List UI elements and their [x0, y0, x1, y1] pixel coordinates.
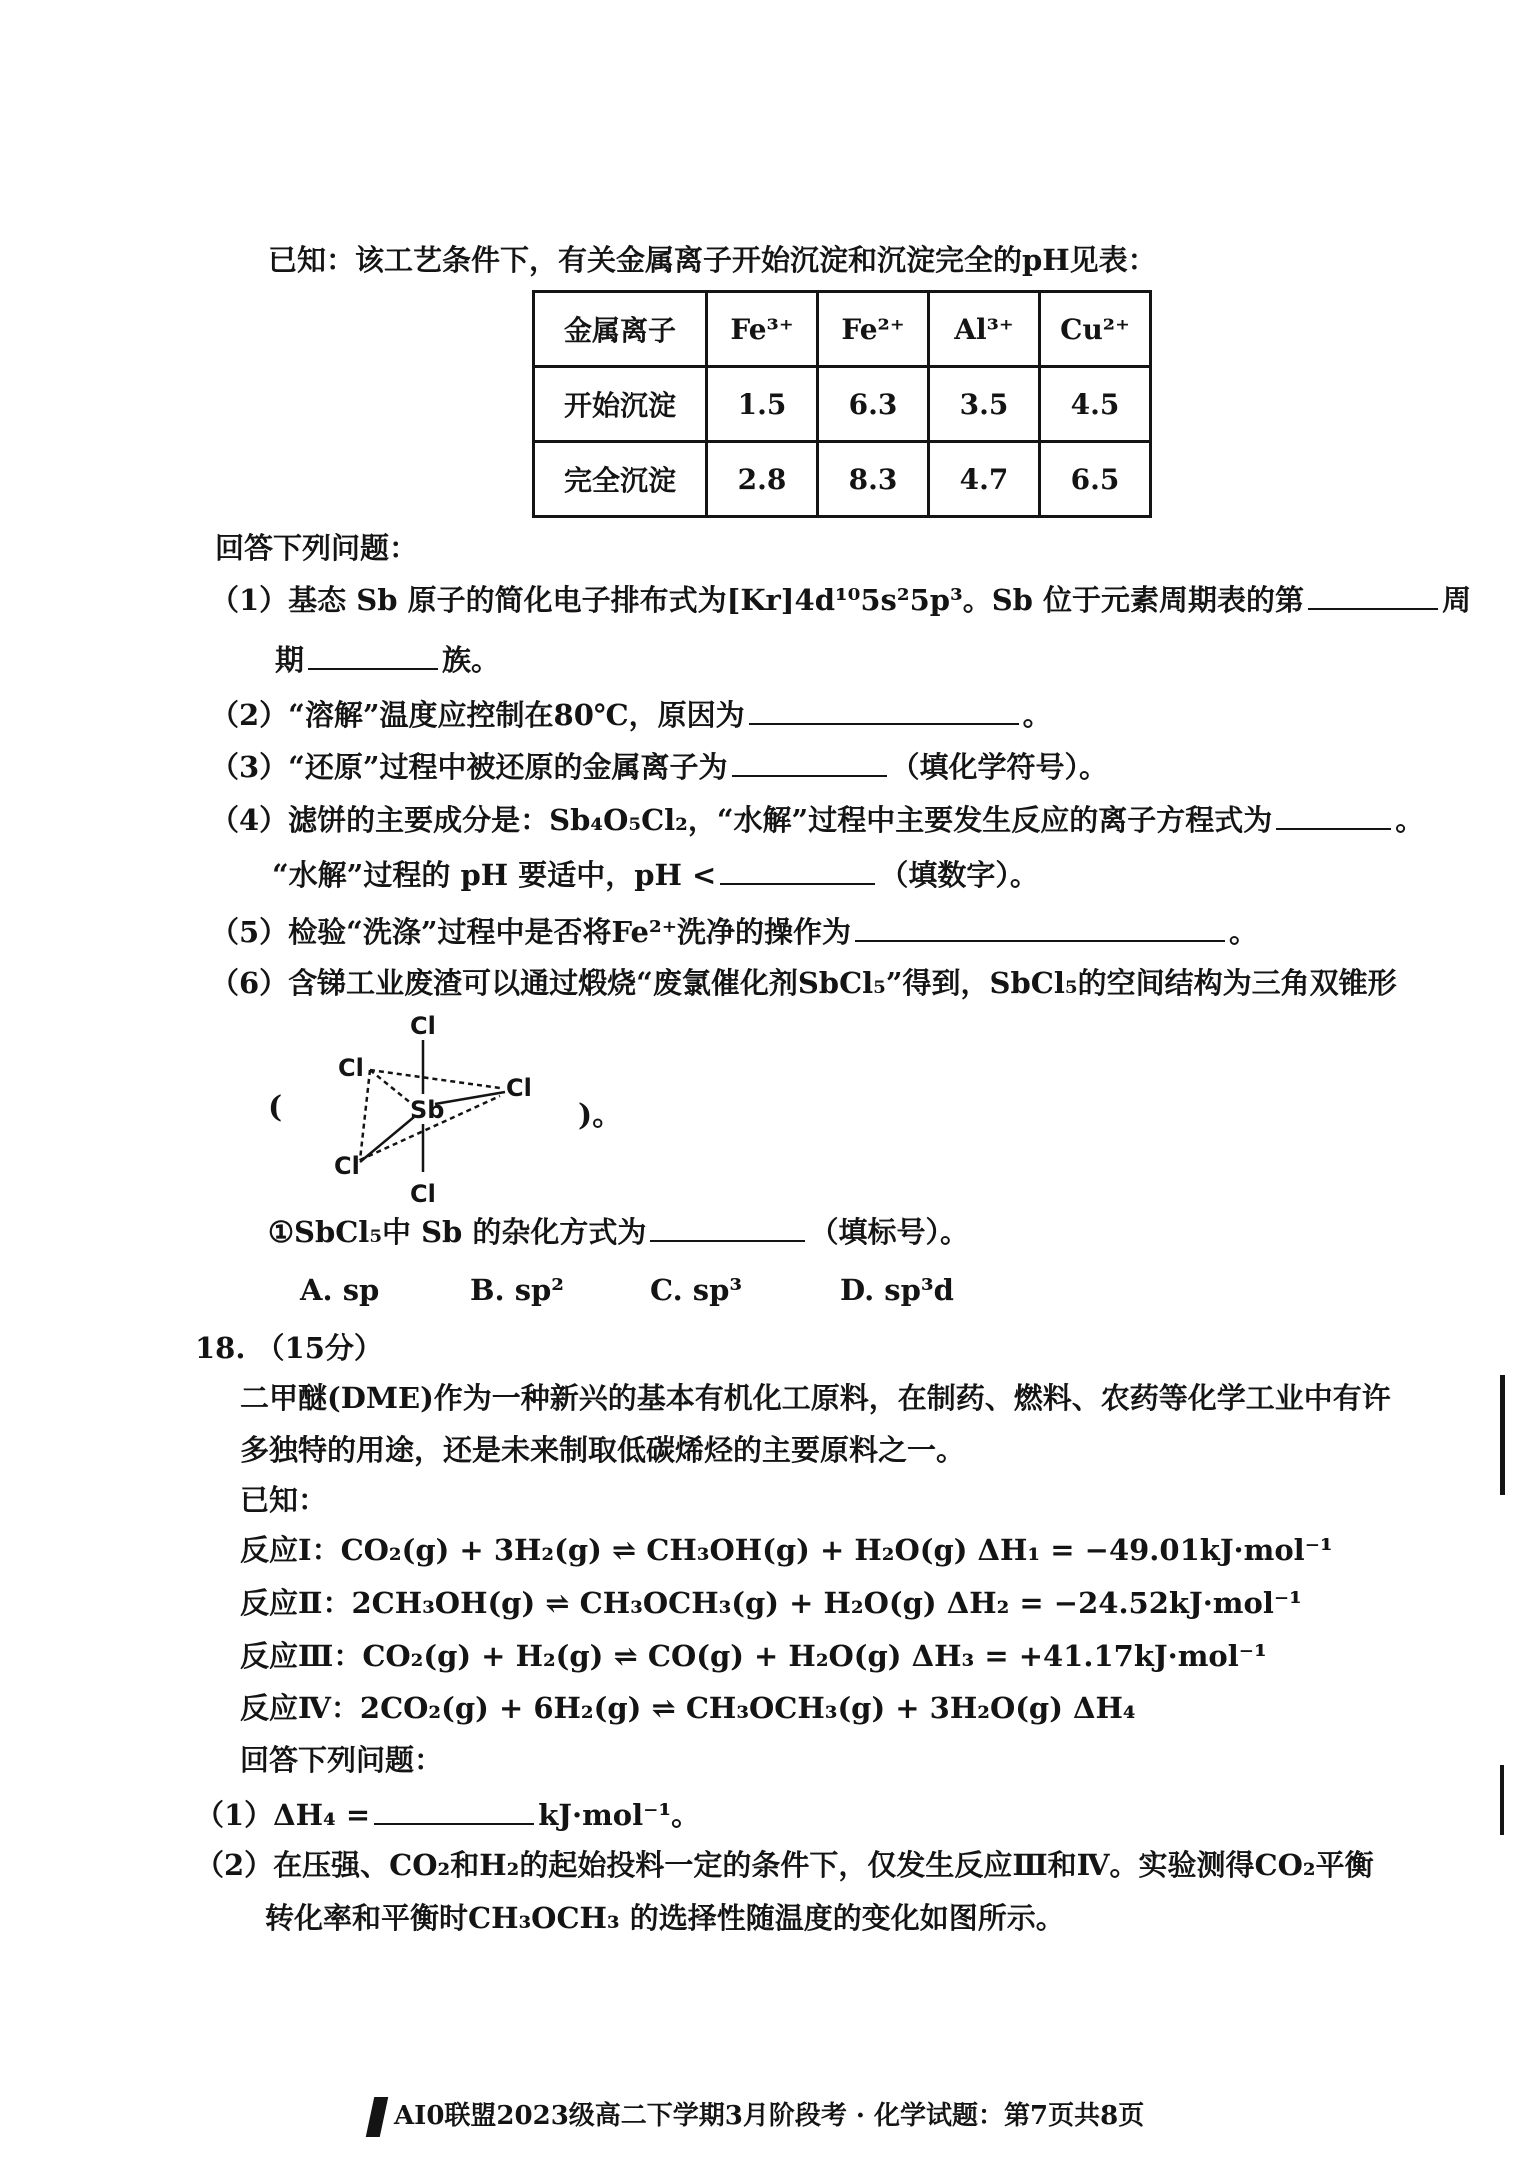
atom-cl-left-top: Cl: [338, 1054, 364, 1082]
q17-part5-text: （5）检验“洗涤”过程中是否将Fe²⁺洗净的操作为: [210, 915, 852, 949]
table-cell: 4.7: [929, 442, 1040, 517]
footer-text: AI0联盟2023级高二下学期3月阶段考 · 化学试题：第7页共8页: [394, 2101, 1145, 2131]
answer-blank[interactable]: [1308, 578, 1438, 610]
answer-blank[interactable]: [374, 1793, 534, 1825]
table-cell: 8.3: [818, 442, 929, 517]
q17-part4-line2-text: “水解”过程的 pH 要适中，pH <: [272, 858, 717, 892]
q17-part4-line1: [210, 798, 1424, 840]
table-cell: 4.5: [1040, 367, 1151, 442]
footer-logo-mark: [366, 2097, 389, 2137]
answer-blank[interactable]: [855, 910, 1225, 942]
q18-part1: [195, 1793, 700, 1835]
table-header-cell: Cu²⁺: [1040, 292, 1151, 367]
q18-number: 18. （15分）: [195, 1331, 383, 1365]
table-cell: 3.5: [929, 367, 1040, 442]
q17-part3-end: （填化学符号）。: [890, 750, 1109, 784]
atom-cl-bottom: Cl: [410, 1180, 436, 1208]
table-row: [534, 367, 1151, 442]
q17-part3-text: （3）“还原”过程中被还原的金属离子为: [210, 750, 728, 784]
q17-part4-line2-end: （填数字）。: [879, 858, 1039, 892]
q17-part2-text: （2）“溶解”温度应控制在80℃，原因为: [210, 698, 745, 732]
option-a: A. sp: [300, 1273, 380, 1307]
answer-blank[interactable]: [650, 1210, 805, 1242]
q18-known: 已知：: [240, 1483, 328, 1517]
table-cell: 1.5: [707, 367, 818, 442]
q18-intro-line1: 二甲醚(DME)作为一种新兴的基本有机化工原料，在制药、燃料、农药等化学工业中有许: [240, 1381, 1391, 1415]
q17-part4-line2: [272, 853, 1039, 895]
page-footer: [370, 2095, 1144, 2137]
q17-part5-end: 。: [1229, 915, 1259, 949]
option-b: B. sp²: [470, 1273, 565, 1307]
q17-part4-end: 。: [1395, 803, 1425, 837]
q17-part1-line2-end: 族。: [442, 643, 501, 677]
q17-part5: [210, 910, 1258, 952]
q17-sub1: [268, 1210, 969, 1252]
answer-blank[interactable]: [1276, 798, 1391, 830]
sbcl5-structure-diagram: [330, 1012, 550, 1222]
table-header-cell: Fe²⁺: [818, 292, 929, 367]
reaction-1: 反应Ⅰ：CO₂(g) + 3H₂(g) ⇌ CH₃OH(g) + H₂O(g) ΔH₁ = −49.01kJ·mol⁻¹: [240, 1533, 1333, 1567]
q17-part1-line1: [210, 578, 1471, 620]
atom-cl-top: Cl: [410, 1012, 436, 1040]
answer-blank[interactable]: [749, 693, 1019, 725]
ph-table: [532, 290, 1152, 518]
q17-part2: [210, 693, 1052, 735]
table-header-cell: Fe³⁺: [707, 292, 818, 367]
q17-part1-line2-start: 期: [275, 643, 305, 677]
q17-part2-end: 。: [1022, 698, 1052, 732]
reaction-4: 反应Ⅳ：2CO₂(g) + 6H₂(g) ⇌ CH₃OCH₃(g) + 3H₂O(g) ΔH₄: [240, 1691, 1136, 1725]
table-cell: 6.3: [818, 367, 929, 442]
table-cell: 完全沉淀: [534, 442, 707, 517]
answer-blank[interactable]: [308, 638, 438, 670]
atom-cl-left-bottom: Cl: [334, 1152, 360, 1180]
q17-part6: （6）含锑工业废渣可以通过煅烧“废氯催化剂SbCl₅”得到，SbCl₅的空间结构为三角双锥形: [210, 966, 1397, 1000]
q18-part1-end: kJ·mol⁻¹。: [538, 1798, 701, 1832]
paren-close: )。: [578, 1098, 623, 1133]
edge-top: [370, 1070, 500, 1088]
reaction-2: 反应Ⅱ：2CH₃OH(g) ⇌ CH₃OCH₃(g) + H₂O(g) ΔH₂ = −24.52kJ·mol⁻¹: [240, 1586, 1302, 1620]
q18-part2-line2: 转化率和平衡时CH₃OCH₃ 的选择性随温度的变化如图所示。: [265, 1901, 1065, 1935]
answer-blank[interactable]: [732, 745, 887, 777]
table-cell: 开始沉淀: [534, 367, 707, 442]
table-cell: 2.8: [707, 442, 818, 517]
option-d: D. sp³d: [840, 1273, 954, 1307]
q17-part4-text: （4）滤饼的主要成分是：Sb₄O₅Cl₂，“水解”过程中主要发生反应的离子方程式为: [210, 803, 1273, 837]
q18-answer-header: 回答下列问题：: [240, 1743, 444, 1777]
q18-intro-line2: 多独特的用途，还是未来制取低碳烯烃的主要原料之一。: [240, 1433, 966, 1467]
edge-left: [360, 1070, 370, 1160]
option-c: C. sp³: [650, 1273, 743, 1307]
paren-open: (: [268, 1090, 283, 1125]
q18-part2-line1: （2）在压强、CO₂和H₂的起始投料一定的条件下，仅发生反应Ⅲ和Ⅳ。实验测得CO₂平衡: [195, 1848, 1374, 1882]
q17-part1-end: 周: [1442, 583, 1472, 617]
atom-sb-center: Sb: [410, 1096, 445, 1124]
q18-part1-text: （1）ΔH₄ =: [195, 1798, 371, 1832]
q17-part1-text: （1）基态 Sb 原子的简化电子排布式为[Kr]4d¹⁰5s²5p³。Sb 位于元素周期表的第: [210, 583, 1305, 617]
q17-part3: [210, 745, 1108, 787]
table-row: [534, 442, 1151, 517]
atom-cl-right: Cl: [506, 1074, 532, 1102]
reaction-3: 反应Ⅲ：CO₂(g) + H₂(g) ⇌ CO(g) + H₂O(g) ΔH₃ = +41.17kJ·mol⁻¹: [240, 1639, 1267, 1673]
q17-sub1-end: （填标号）。: [809, 1215, 969, 1249]
table-header-cell: Al³⁺: [929, 292, 1040, 367]
table-header-row: [534, 292, 1151, 367]
table-header-cell: 金属离子: [534, 292, 707, 367]
margin-mark: [1500, 1375, 1505, 1495]
table-cell: 6.5: [1040, 442, 1151, 517]
margin-mark: [1500, 1765, 1504, 1835]
q17-sub1-text: ①SbCl₅中 Sb 的杂化方式为: [268, 1215, 647, 1249]
answer-blank[interactable]: [720, 853, 875, 885]
q17-answer-header: 回答下列问题：: [215, 531, 419, 565]
q17-part1-line2: [275, 638, 500, 680]
intro-text: 已知：该工艺条件下，有关金属离子开始沉淀和沉淀完全的pH见表：: [268, 243, 1157, 277]
